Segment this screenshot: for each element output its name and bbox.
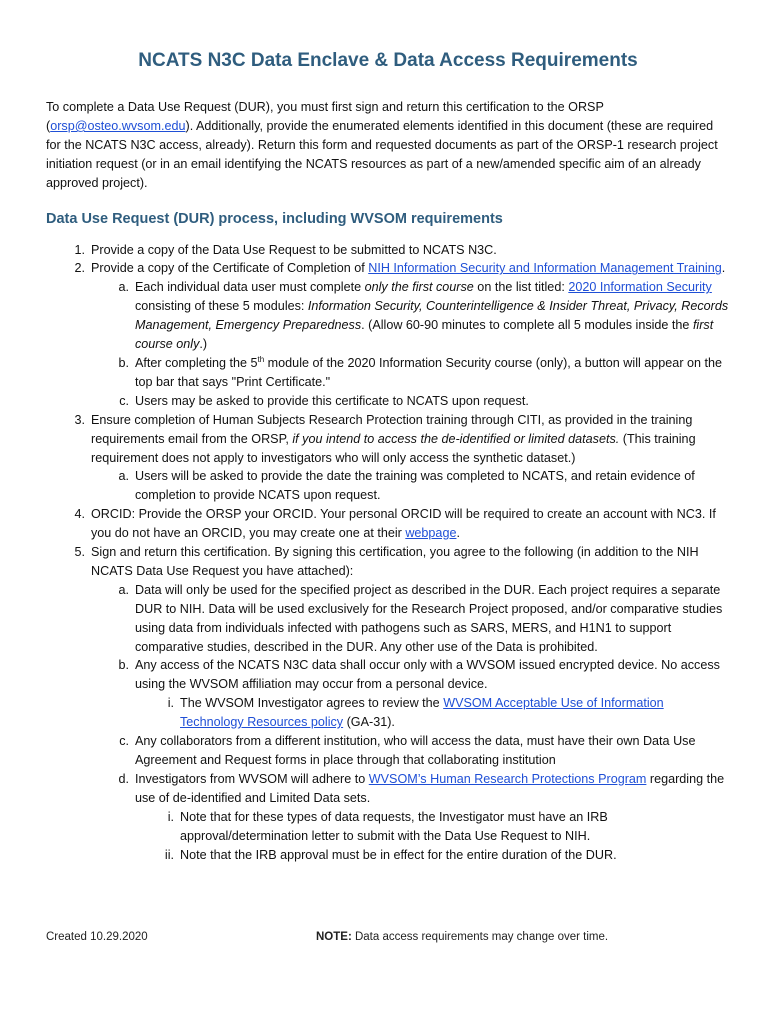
sub-sub-list [135,694,730,732]
list-item-text: . (Allow 60-90 minutes to complete all 5 modules inside the [361,318,693,333]
list-letter: b. [118,658,129,673]
page-title: NCATS N3C Data Enclave & Data Access Requirements [138,50,638,71]
acceptable-use-policy-link[interactable]: WVSOM Acceptable Use of Information Technology Resources policy [180,696,664,730]
list-item-text: Data will only be used for the specified project as described in the DUR. Each project requires a separate DUR to NIH. Data will be used exclusively for the Research Project proposed, and/or comparative studies using data from individuals infected with pathogens such as SARS, MERS, and H1N1 to support comparative studies, described in the DUR. Any other use of the Data is prohibited. [135,582,723,654]
note-label: NOTE: [316,931,352,943]
intro-paragraph [46,98,730,193]
list-item-text: on the list titled: [473,280,569,295]
list-item-tail: . [721,261,726,276]
list-item-2c [91,392,730,411]
list-item-5c [91,732,730,770]
superscript: th [257,354,265,364]
list-item-tail: (GA-31). [343,715,395,730]
list-item-2b [91,354,730,392]
list-item-text: Any collaborators from a different institution, who will access the data, must have their own Data Use Agreement and Request forms in place through that collaborating institution [135,734,696,767]
hrpp-link[interactable]: WVSOM’s Human Research Protections Program [368,771,647,786]
requirements-list [46,241,730,865]
list-number: 1. [74,242,85,257]
intro-text-2: ). Additionally, provide the enumerated elements identified in this document (these are required for the NCATS N3C access, already). Return this form and requested documents as part of the ORSP-1 research project initiation request (or in an email identifying the NCATS resources as part of a new/amended specific aim of an already approved project). [46,118,718,190]
list-item-text: .) [199,337,208,352]
list-item-text: (This training requirement does not apply to investigators who will only access the synthetic dataset.) [91,431,696,465]
list-letter: d. [118,771,129,786]
document-page [46,48,730,864]
emphasis-text: only the first course [364,280,474,295]
footer-note [316,928,608,947]
emphasis-text: first course only [135,318,714,352]
section-heading: Data Use Request (DUR) process, including WVSOM requirements [46,210,503,227]
list-roman: i. [167,809,174,824]
orsp-email-link[interactable]: orsp@osteo.wvsom.edu [50,118,186,133]
list-item-text: Users may be asked to provide this certificate to NCATS upon request. [135,393,529,408]
list-item-text: module of the 2020 Information Security course (only), a button will appear on the top bar that says "Print Certificate." [135,355,723,389]
list-item-text: ORCID: Provide the ORSP your ORCID. Your personal ORCID will be required to create an account with NC3. If you do not have an ORCID, you may create one at their [91,507,716,541]
list-item-text: The WVSOM Investigator agrees to review the [180,696,444,711]
list-item-1 [46,241,730,260]
list-letter: c. [119,734,129,749]
list-item-text: Each individual data user must complete [135,280,365,295]
list-item-5d-i [135,808,730,846]
list-roman: ii. [164,847,174,862]
list-item-2a [91,278,730,354]
list-number: 5. [74,545,85,560]
list-number: 3. [74,412,85,427]
created-date: Created 10.29.2020 [46,931,148,943]
list-item-text: Provide a copy of the Data Use Request to be submitted to NCATS N3C. [91,242,497,257]
list-item-5b [91,656,730,732]
nih-training-link[interactable]: NIH Information Security and Information Management Training [368,261,722,276]
list-item-5 [46,543,730,864]
list-item-text: Ensure completion of Human Subjects Research Protection training through CITI, as provided in the training requirements email from the ORSP, [91,412,693,446]
list-item-2 [46,259,730,410]
intro-text-1: To complete a Data Use Request (DUR), you must first sign and return this certification to the ORSP ( [46,100,604,133]
sub-sub-list [135,808,730,865]
sub-list [91,581,730,865]
list-item-text: Users will be asked to provide the date the training was completed to NCATS, and retain evidence of completion to provide NCATS upon request. [135,469,695,503]
list-letter: c. [119,393,129,408]
list-letter: b. [118,355,129,370]
list-item-text: Note that for these types of data requests, the Investigator must have an IRB approval/determination letter to submit with the Data Use Request to NIH. [180,809,608,843]
list-item-text: Provide a copy of the Certificate of Completion of [91,261,369,276]
list-item-text: Any access of the NCATS N3C data shall occur only with a WVSOM issued encrypted device. No access using the WVSOM affiliation may occur from a personal device. [135,658,720,692]
list-letter: a. [118,280,129,295]
list-item-tail: . [456,526,460,541]
list-roman: i. [167,696,174,711]
list-item-5d-ii [135,846,730,865]
list-item-text: Note that the IRB approval must be in effect for the entire duration of the DUR. [180,847,617,862]
list-item-text: regarding the use of de-identified and Limited Data sets. [135,771,725,805]
list-item-text: After completing the 5 [135,355,258,370]
info-security-link[interactable]: 2020 Information Security [568,280,712,295]
list-item-5b-i [135,694,730,732]
emphasis-text: if you intend to access the de-identified or limited datasets. [292,431,620,446]
note-text: Data access requirements may change over time. [351,931,609,943]
list-letter: a. [118,469,129,484]
list-item-4 [46,505,730,543]
list-number: 2. [74,261,85,276]
sub-list [91,467,730,505]
list-item-5d [91,770,730,865]
list-item-text: consisting of these 5 modules: [135,299,308,314]
list-item-text: Sign and return this certification. By signing this certification, you agree to the following (in addition to the NIH NCATS Data Use Request you have attached): [91,545,699,578]
list-item-3 [46,411,730,506]
list-item-5a [91,581,730,657]
list-item-3a [91,467,730,505]
sub-list [91,278,730,410]
list-item-text: Investigators from WVSOM will adhere to [135,771,369,786]
orcid-webpage-link[interactable]: webpage [405,526,457,541]
list-number: 4. [74,507,85,522]
emphasis-text: Information Security, Counterintelligence & Insider Threat, Privacy, Records Management, Emergency Preparedness [135,299,729,333]
list-letter: a. [118,582,129,597]
